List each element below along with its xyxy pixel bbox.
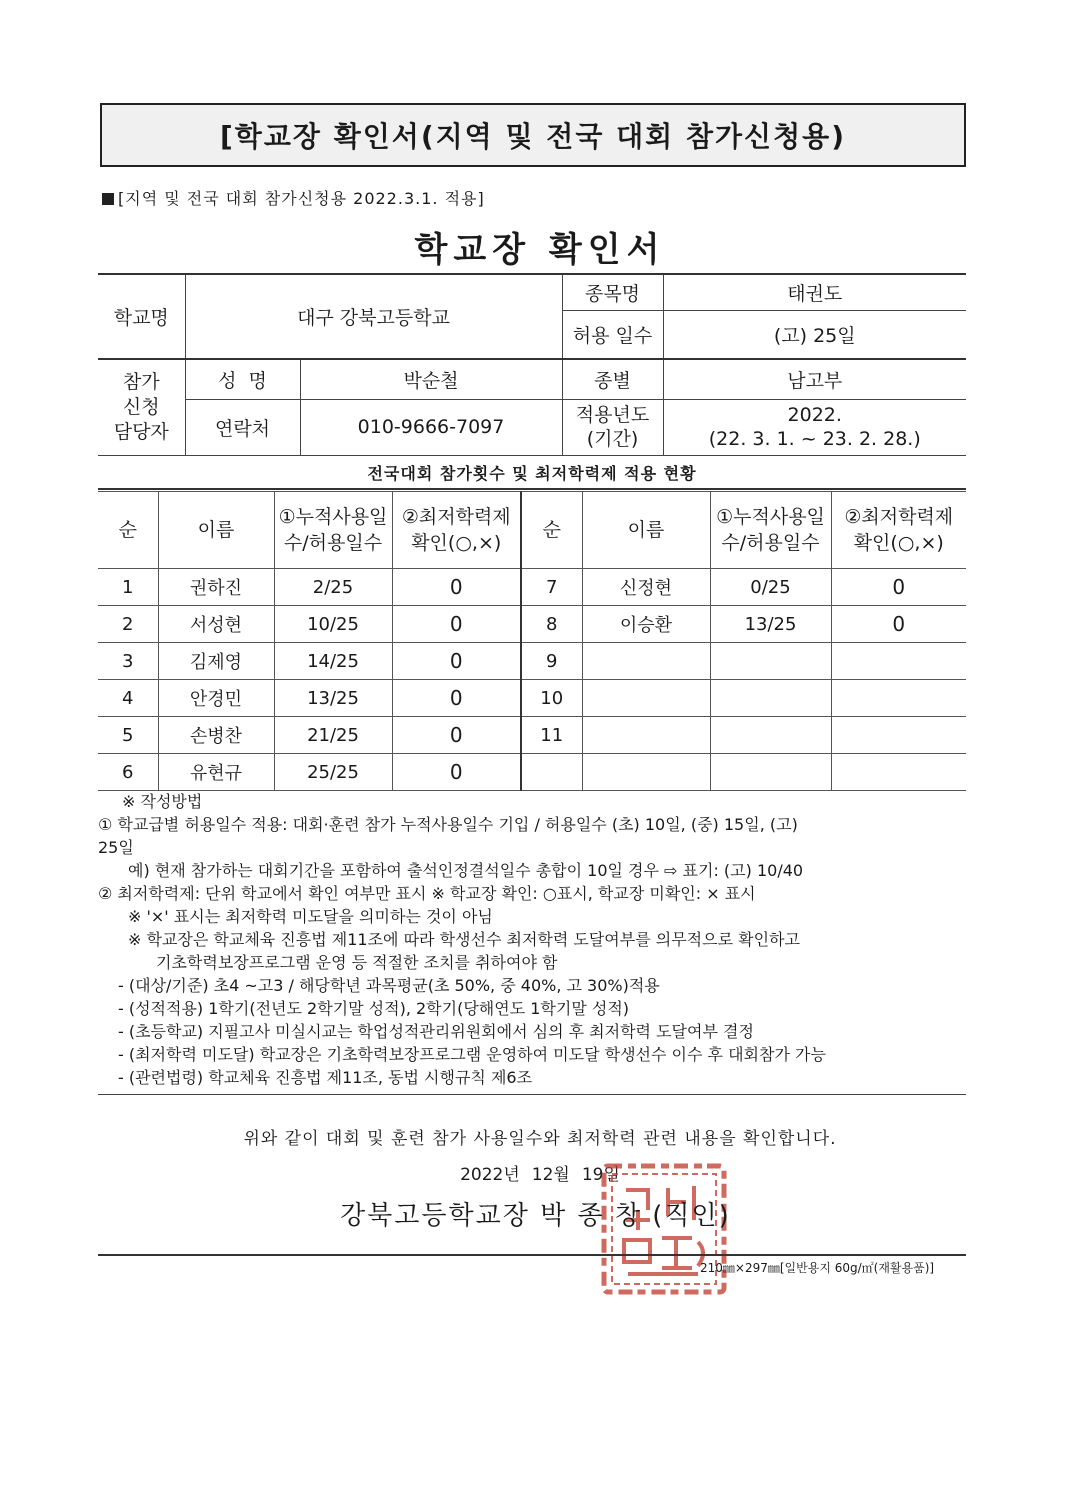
header-check-right — [831, 492, 966, 569]
row-check-right — [831, 754, 966, 791]
detail-3: - (초등학교) 지필고사 미실시교는 학업성적관리위원회에서 심의 후 최저학력 도달여부 결정 — [118, 1022, 754, 1041]
detail-2: - (성적적용) 1학기(전년도 2학기말 성적), 2학기(당해연도 1학기말 성적) — [118, 999, 630, 1018]
square-bullet-icon — [102, 193, 114, 205]
row-name-right: 신정현 — [582, 569, 710, 606]
table-row — [98, 606, 966, 643]
row-check: 0 — [392, 680, 521, 717]
section-title: 전국대회 참가횟수 및 최저학력제 적용 현황 — [98, 455, 966, 490]
document-title: 학교장 확인서 — [414, 230, 666, 270]
allowed-days-value: (고) 25일 — [663, 310, 966, 359]
header-no-right: 순 — [521, 492, 582, 569]
school-info-table — [98, 273, 966, 456]
detail-4: - (최저학력 미도달) 학교장은 기초학력보장프로그램 운영하여 미도달 학생선수 이수 후 대회참가 가능 — [118, 1045, 826, 1064]
row-no: 2 — [98, 606, 158, 643]
header-days-right-line1: ①누적사용일 — [716, 506, 825, 528]
instructions — [98, 790, 966, 1089]
allowed-days-label: 허용 일수 — [562, 310, 663, 359]
row-no-right: 9 — [521, 643, 582, 680]
row-name-right — [582, 717, 710, 754]
row-name-right: 이승환 — [582, 606, 710, 643]
issue-date — [0, 1160, 1080, 1185]
row-name: 유현규 — [158, 754, 274, 791]
period-label — [562, 399, 663, 455]
row-check: 0 — [392, 606, 521, 643]
note-3: ※ '×' 표시는 최저학력 미도달을 의미하는 것이 아님 — [128, 907, 493, 926]
principal-signature: 강북고등학교장 박 종 창 (직인) — [340, 1201, 731, 1231]
row-no: 5 — [98, 717, 158, 754]
header-check-right-line1: ②최저학력제 — [844, 506, 954, 528]
row-days: 25/25 — [274, 754, 392, 791]
category-label: 종별 — [562, 359, 663, 399]
row-days-right — [710, 754, 831, 791]
period-value-line1: 2022. — [787, 404, 842, 426]
row-days: 2/25 — [274, 569, 392, 606]
header-days — [274, 492, 392, 569]
note-1: ① 학교급별 허용일수 적용: 대회·훈련 참가 누적사용일수 기입 / 허용일수 (초) 10일, (중) 15일, (고) — [98, 815, 798, 834]
document-banner: [학교장 확인서(지역 및 전국 대회 참가신청용) — [100, 103, 966, 167]
row-check-right — [831, 717, 966, 754]
row-name-right — [582, 754, 710, 791]
period-label-line1: 적용년도 — [575, 404, 650, 426]
header-no: 순 — [98, 492, 158, 569]
row-days: 10/25 — [274, 606, 392, 643]
note-2: ② 최저학력제: 단위 학교에서 확인 여부만 표시 ※ 학교장 확인: ○표시, 학교장 미확인: × 표시 — [98, 884, 756, 903]
row-days-right — [710, 717, 831, 754]
note-4: ※ 학교장은 학교체육 진흥법 제11조에 따라 학생선수 최저학력 도달여부를 의무적으로 확인하고 — [128, 930, 800, 949]
table-row — [98, 643, 966, 680]
applicability-note — [102, 186, 485, 209]
paper-spec: 210㎜×297㎜[일반용지 60g/㎡(재활용품)] — [700, 1261, 935, 1275]
applicant-label-line3: 담당자 — [113, 420, 169, 443]
row-name: 안경민 — [158, 680, 274, 717]
row-name-right — [582, 680, 710, 717]
event-value: 태권도 — [663, 274, 966, 310]
row-no-right — [521, 754, 582, 791]
row-name: 김제영 — [158, 643, 274, 680]
row-name: 서성현 — [158, 606, 274, 643]
note-4-cont: 기초학력보장프로그램 운영 등 적절한 조치를 취하여야 함 — [156, 953, 558, 972]
row-no: 4 — [98, 680, 158, 717]
notes-divider — [98, 1094, 966, 1095]
header-name-right: 이름 — [582, 492, 710, 569]
confirmation-statement: 위와 같이 대회 및 훈련 참가 사용일수와 최저학력 관련 내용을 확인합니다. — [243, 1129, 837, 1149]
table-row — [98, 680, 966, 717]
period-value — [663, 399, 966, 455]
header-check-line1: ②최저학력제 — [401, 506, 511, 528]
row-check: 0 — [392, 754, 521, 791]
header-days-line2: 수/허용일수 — [283, 532, 383, 554]
header-days-right-line2: 수/허용일수 — [721, 532, 820, 554]
table-row — [98, 569, 966, 606]
header-days-line1: ①누적사용일 — [278, 506, 388, 528]
header-days-right — [710, 492, 831, 569]
contact-name-value: 박순철 — [300, 359, 562, 399]
applicant-label-line1: 참가 — [122, 370, 160, 393]
contact-name-label: 성 명 — [185, 359, 300, 399]
row-check-right: 0 — [831, 569, 966, 606]
row-no-right: 8 — [521, 606, 582, 643]
row-no: 3 — [98, 643, 158, 680]
row-days-right: 0/25 — [710, 569, 831, 606]
category-value: 남고부 — [663, 359, 966, 399]
note-1-example: 예) 현재 참가하는 대회기간을 포함하여 출석인정결석일수 총합이 10일 경우 ⇨ 표기: (고) 10/40 — [128, 861, 804, 880]
row-check-right — [831, 680, 966, 717]
school-label: 학교명 — [98, 274, 185, 359]
row-check: 0 — [392, 717, 521, 754]
period-label-line2: (기간) — [586, 428, 639, 450]
row-check-right: 0 — [831, 606, 966, 643]
table-header-row — [98, 492, 966, 569]
date-day: 19일 — [581, 1165, 620, 1185]
row-name: 권하진 — [158, 569, 274, 606]
applicability-note-text: [지역 및 전국 대회 참가신청용 2022.3.1. 적용] — [118, 189, 485, 208]
row-days-right: 13/25 — [710, 606, 831, 643]
footer-divider — [98, 1254, 966, 1256]
period-value-line2: (22. 3. 1. ~ 23. 2. 28.) — [708, 428, 921, 450]
row-days-right — [710, 643, 831, 680]
date-month: 12월 — [531, 1165, 570, 1185]
row-check: 0 — [392, 569, 521, 606]
table-row — [98, 717, 966, 754]
row-no: 1 — [98, 569, 158, 606]
instructions-heading: ※ 작성방법 — [122, 792, 203, 811]
school-name: 대구 강북고등학교 — [185, 274, 562, 359]
applicant-label-line2: 신청 — [122, 395, 160, 418]
row-no-right: 11 — [521, 717, 582, 754]
participation-table — [98, 491, 966, 791]
detail-5: - (관련법령) 학교체육 진흥법 제11조, 동법 시행규칙 제6조 — [118, 1068, 533, 1087]
table-row — [98, 754, 966, 791]
applicant-label — [98, 359, 185, 455]
detail-1: - (대상/기준) 초4 ~고3 / 해당학년 과목평균(초 50%, 중 40%, 고 30%)적용 — [118, 976, 660, 995]
event-label: 종목명 — [562, 274, 663, 310]
note-1-cont: 25일 — [98, 838, 134, 857]
row-days: 14/25 — [274, 643, 392, 680]
contact-phone-label: 연락처 — [185, 399, 300, 455]
header-check-line2: 확인(○,×) — [411, 532, 502, 554]
header-name: 이름 — [158, 492, 274, 569]
row-days: 13/25 — [274, 680, 392, 717]
row-check-right — [831, 643, 966, 680]
row-no-right: 7 — [521, 569, 582, 606]
row-name: 손병찬 — [158, 717, 274, 754]
contact-phone-value: 010-9666-7097 — [300, 399, 562, 455]
row-days: 21/25 — [274, 717, 392, 754]
row-no: 6 — [98, 754, 158, 791]
row-no-right: 10 — [521, 680, 582, 717]
row-days-right — [710, 680, 831, 717]
date-year: 2022년 — [460, 1165, 520, 1185]
row-name-right — [582, 643, 710, 680]
row-check: 0 — [392, 643, 521, 680]
header-check — [392, 492, 521, 569]
header-check-right-line2: 확인(○,×) — [853, 532, 944, 554]
